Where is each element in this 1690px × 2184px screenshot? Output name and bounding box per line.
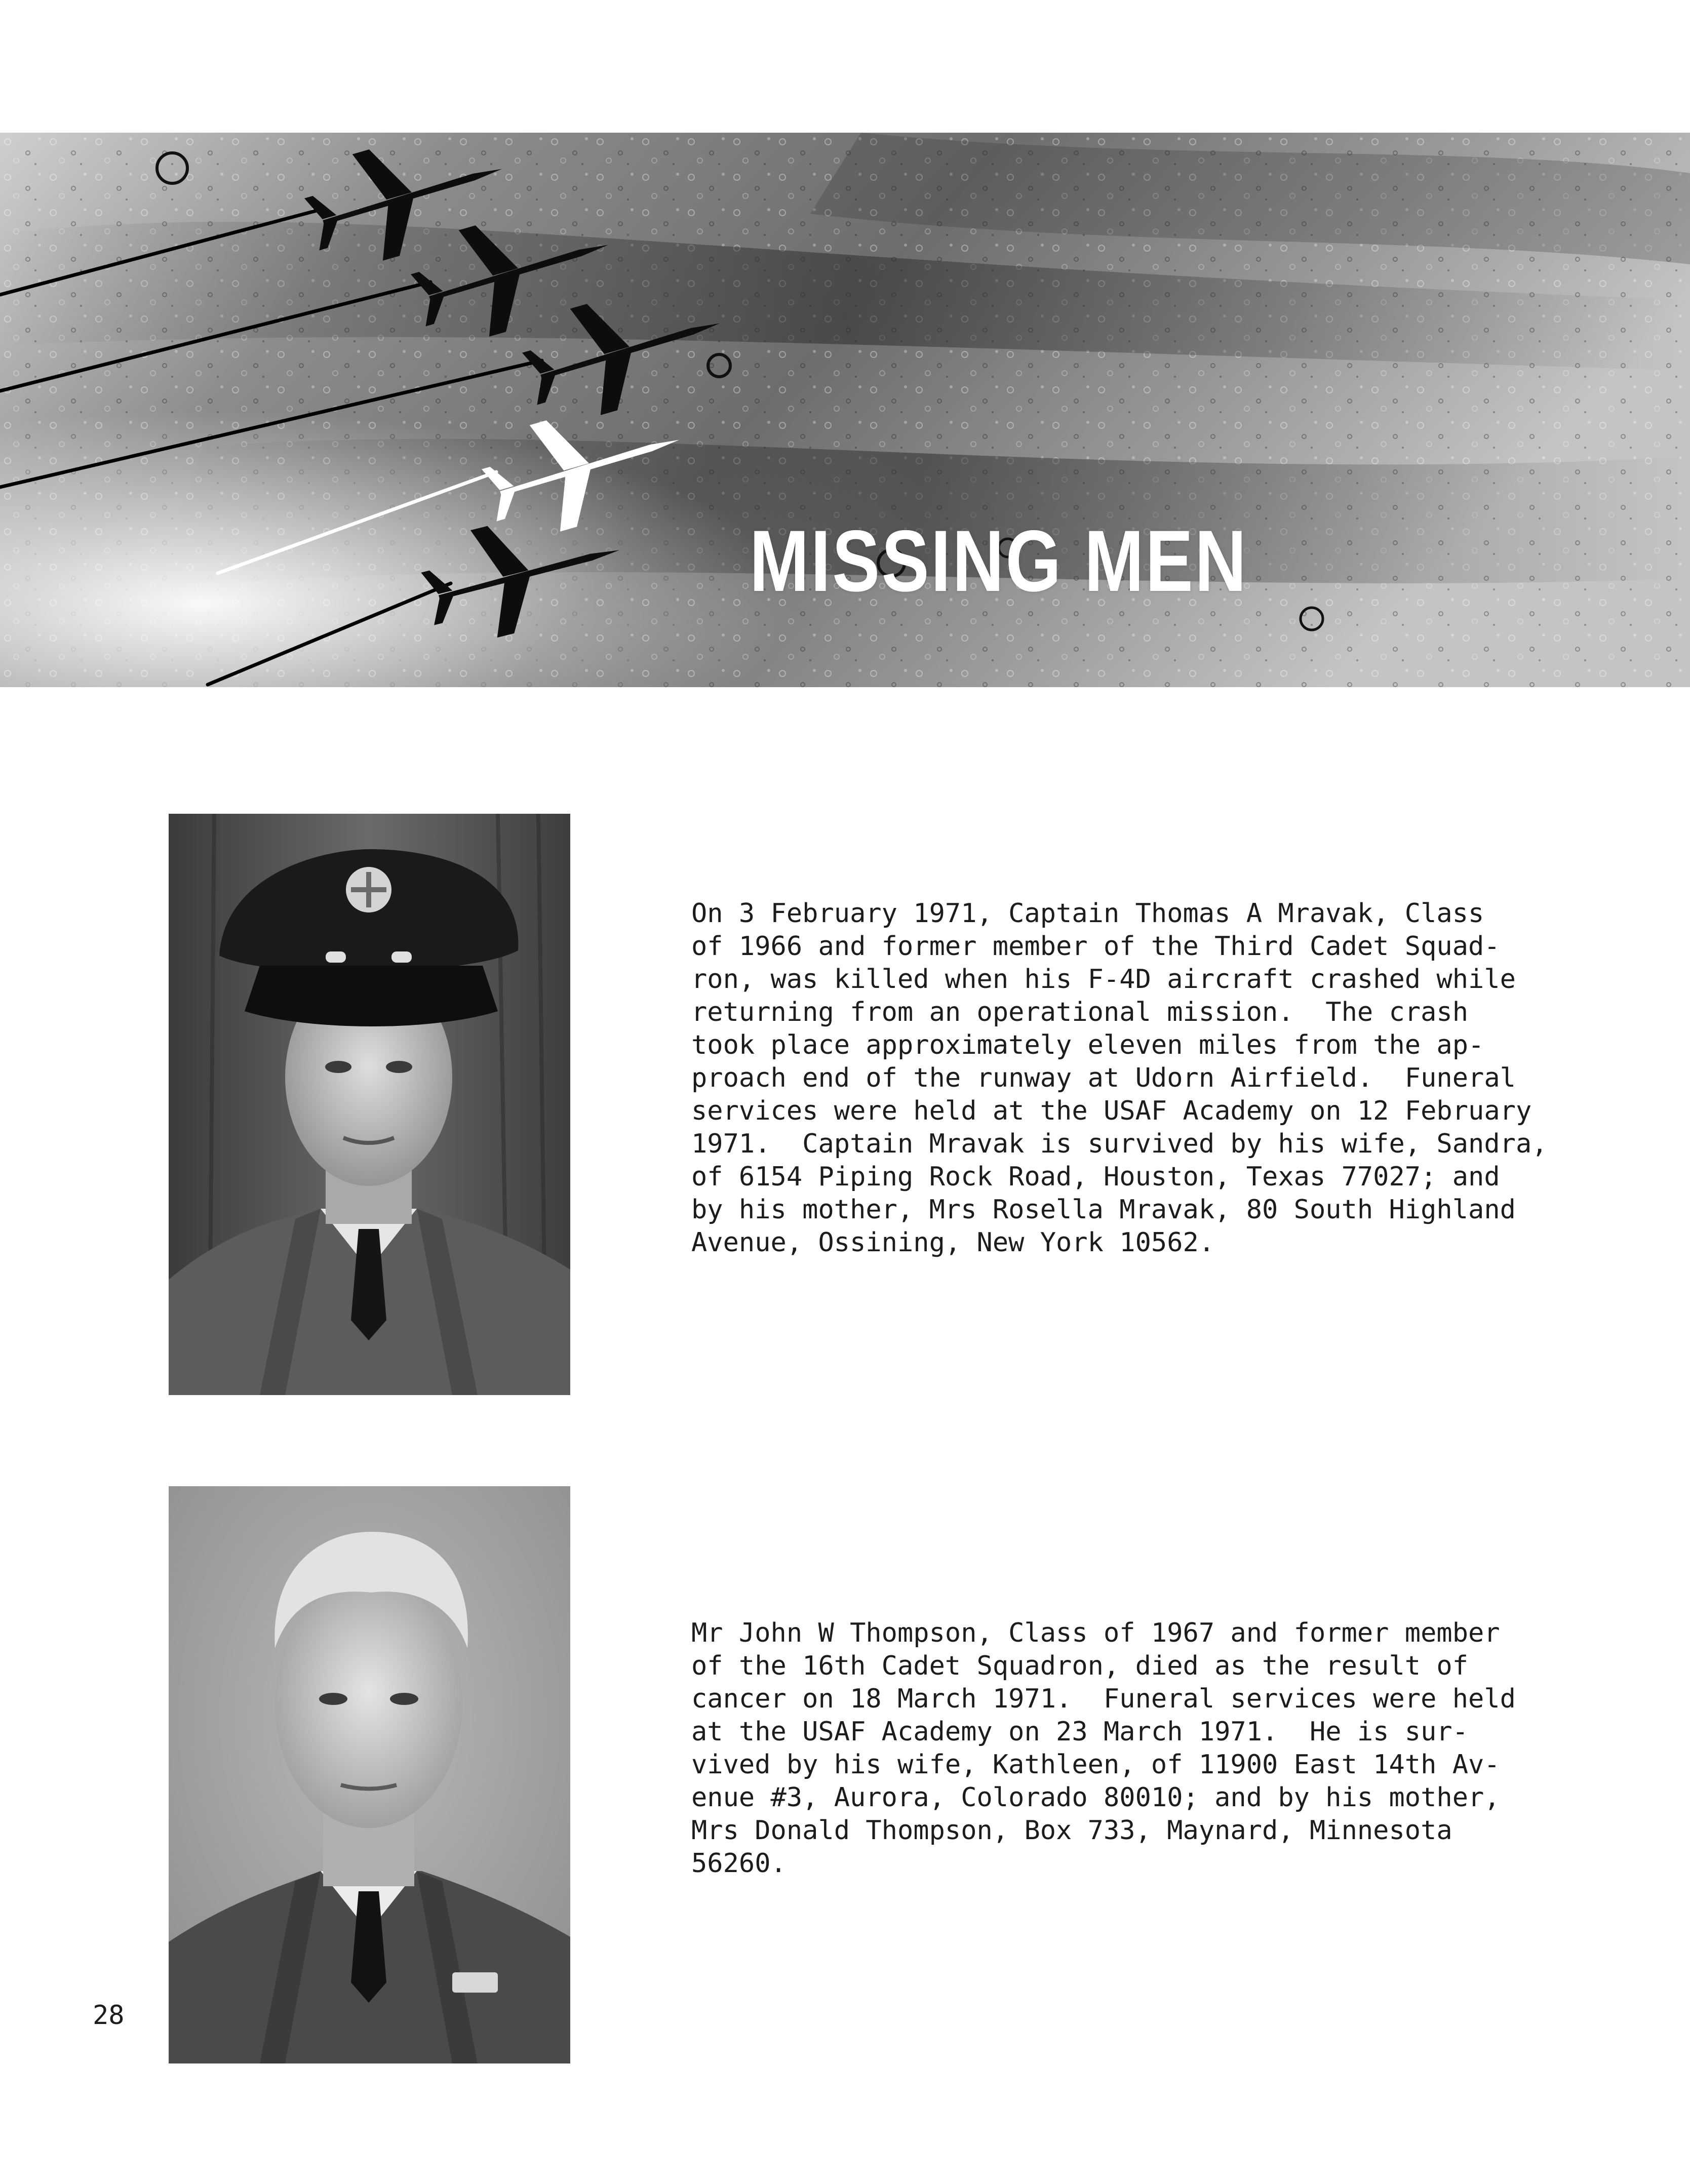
obituary-text: On 3 February 1971, Captain Thomas A Mravak, Class of 1966 and former member of the Third Cadet Squad- ron, was killed when his F-4D aircraft crashed while returning from an operational mission. The crash took place approximately eleven miles from the ap- proach end of the runway at Udorn Airfield. Funeral services were held at the USAF Academy on 12 February 1971. Captain Mravak is survived by his wife, Sandra, of 6154 Piping Rock Road, Houston, Texas 77027; and by his mother, Mrs Rosella Mravak, 80 South Highland Avenue, Ossining, New York 10562.	[691, 898, 1548, 1258]
page-title: MISSING MEN	[750, 512, 1248, 610]
portrait-photo	[169, 814, 570, 1395]
officer-in-service-cap-image	[169, 814, 570, 1395]
obituary-text: Mr John W Thompson, Class of 1967 and former member of the 16th Cadet Squadron, died as the result of cancer on 18 March 1971. Funeral services were held at the USAF Academy on 23 March 1971. He is sur- vived by his wife, Kathleen, of 11900 East 14th Av- enue #3, Aurora, Colorado 80010; and by his mother, Mrs Donald Thompson, Box 733, Maynard, Minnesota 56260.	[691, 1618, 1516, 1879]
page-number: 28	[93, 2000, 125, 2031]
officer-portrait-image	[169, 1486, 570, 2063]
portrait-photo	[169, 1486, 570, 2063]
header-banner	[0, 133, 1690, 687]
